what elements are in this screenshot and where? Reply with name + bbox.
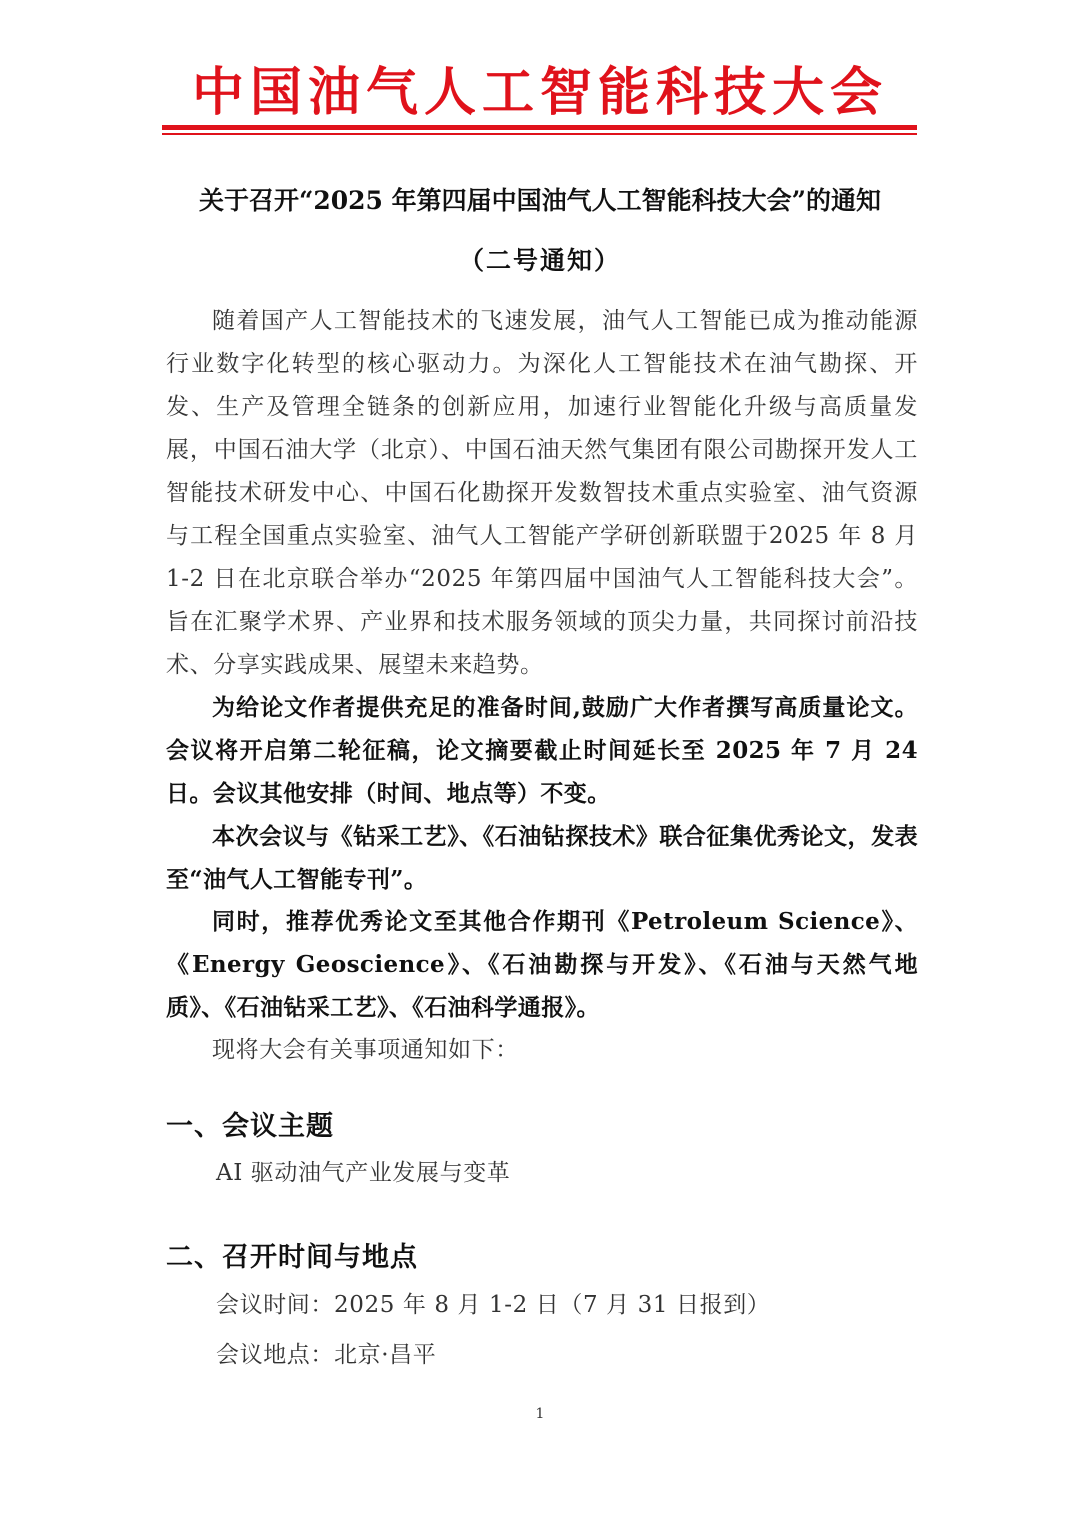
journals-paragraph: 本次会议与《钻采工艺》、《石油钻探技术》联合征集优秀论文，发表至“油气人工智能专刊”。 [166, 823, 918, 893]
page-number: 1 [535, 1406, 545, 1422]
intro-paragraph: 随着国产人工智能技术的飞速发展，油气人工智能已成为推动能源行业数字化转型的核心驱动力。为深化人工智能技术在油气勘探、开发、生产及管理全链条的创新应用，加速行业智能化升级与高质量发展，中国石油大学（北京）、中国石油天然气集团有限公司勘探开发人工智能技术研发中心、中国石化勘探开发数智技术重点实验室、油气资源与工程全国重点实验室、油气人工智能产学研创新联盟于2025 年 8 月 1-2 日在北京联合举办“2025 年第四届中国油气人工智能科技大会”。旨在汇聚学术界、产业界和技术服务领域的顶尖力量，共同探讨前沿技术、分享实践成果、展望未来趋势。 [166, 308, 918, 678]
section-heading-time-place: 二、召开时间与地点 [166, 1242, 418, 1273]
partner-journals-paragraph: 同时，推荐优秀论文至其他合作期刊《Petroleum Science》、《Energy Geoscience》、《石油勘探与开发》、《石油与天然气地质》、《石油钻采工艺》、《石油科学通报》。 [166, 908, 918, 1021]
deadline-paragraph: 为给论文作者提供充足的准备时间,鼓励广大作者撰写高质量论文。会议将开启第二轮征稿，论文摘要截止时间延长至 2025 年 7 月 24 日。会议其他安排（时间、地点等）不变。 [166, 694, 918, 807]
notice-subtitle: （二号通知） [458, 246, 621, 275]
masthead-title: 中国油气人工智能科技大会 [191, 63, 888, 123]
lead-in-paragraph: 现将大会有关事项通知如下： [212, 1037, 519, 1063]
theme-content: AI 驱动油气产业发展与变革 [216, 1160, 511, 1186]
meeting-time: 会议时间：2025 年 8 月 1-2 日（7 月 31 日报到） [216, 1292, 771, 1318]
masthead-rule-thin [162, 133, 917, 135]
masthead-rule-thick [162, 125, 917, 130]
meeting-place: 会议地点：北京·昌平 [216, 1342, 437, 1368]
notice-title: 关于召开“2025 年第四届中国油气人工智能科技大会”的通知 [198, 186, 882, 215]
section-heading-theme: 一、会议主题 [166, 1111, 334, 1142]
